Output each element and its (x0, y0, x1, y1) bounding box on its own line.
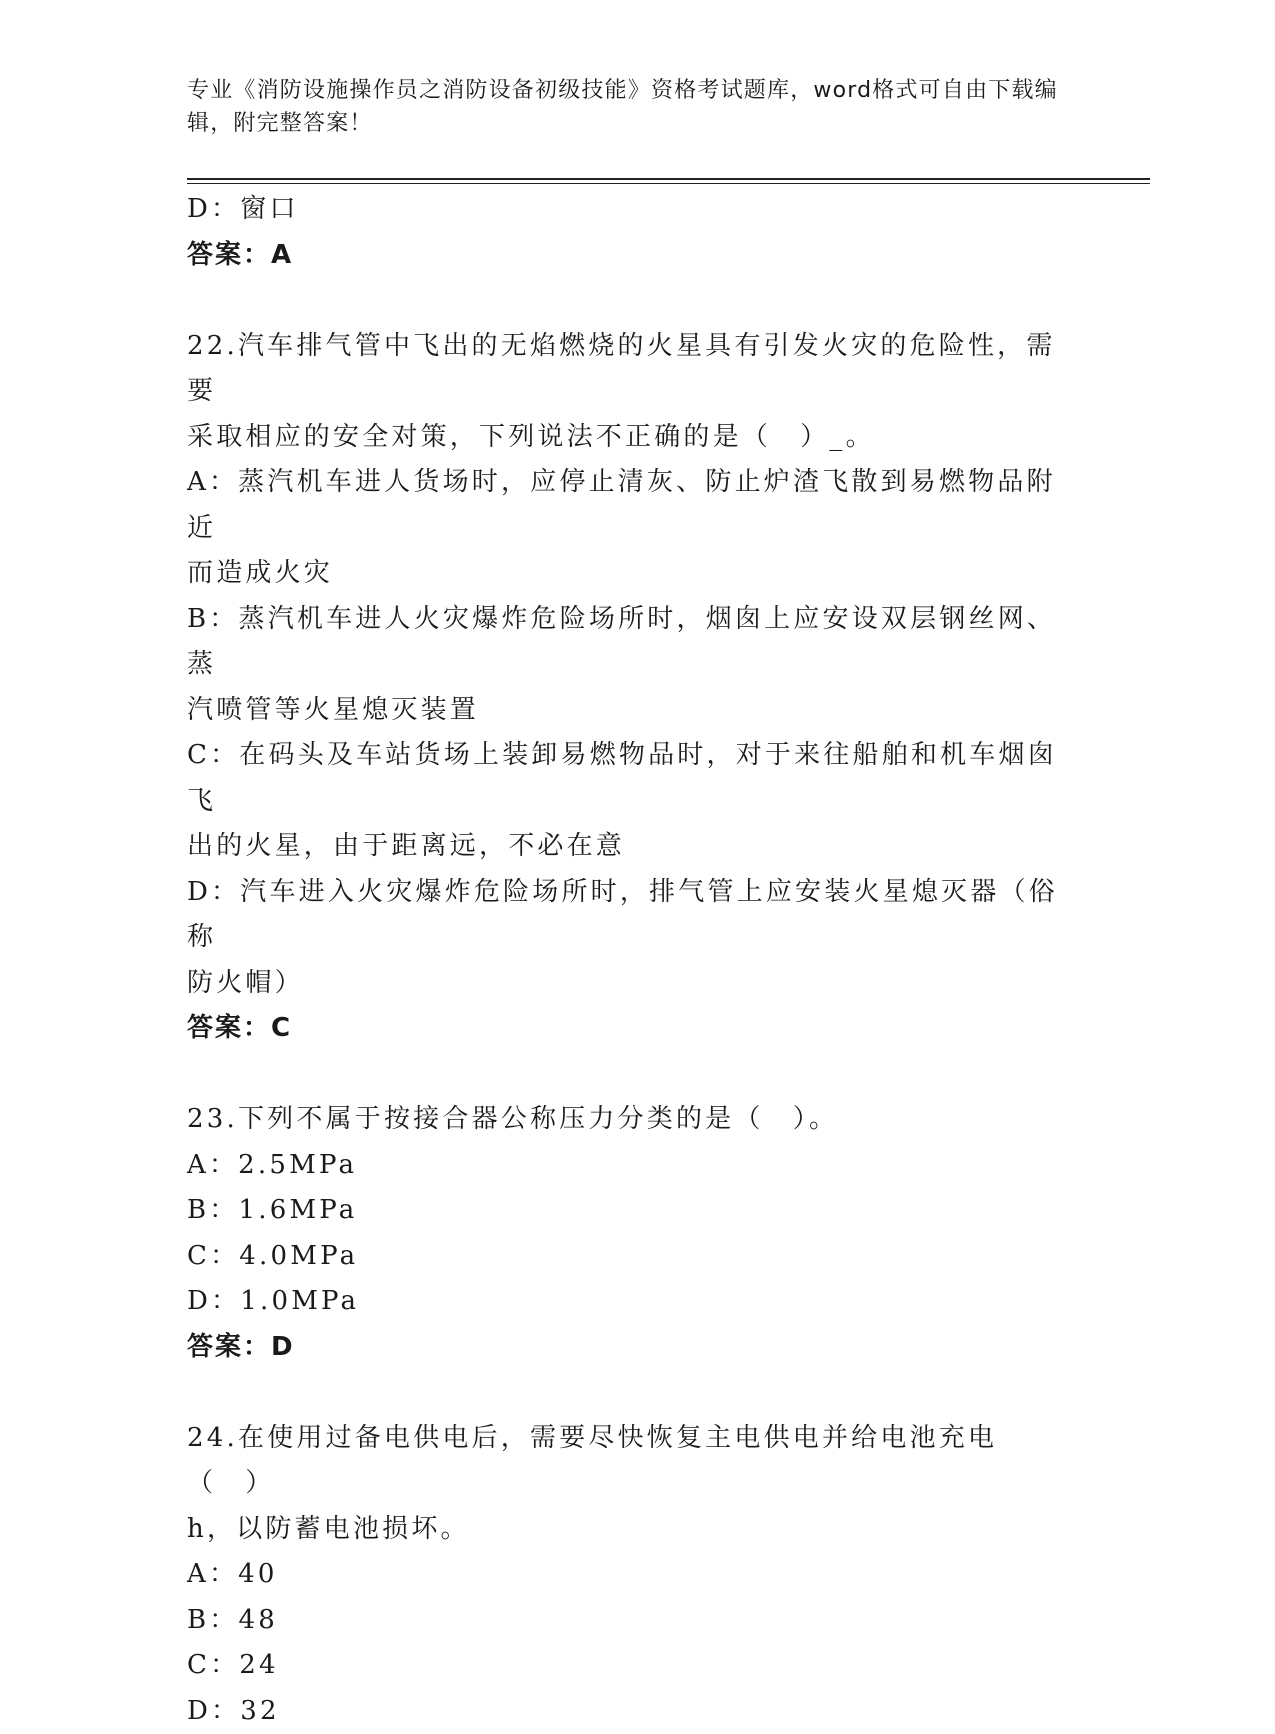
option-c: C：24 (187, 1643, 1067, 1689)
header-rule-thick (187, 178, 1150, 180)
option-a-cont: 而造成火灾 (187, 551, 1067, 597)
question-stem: 22.汽车排气管中飞出的无焰燃烧的火星具有引发火灾的危险性，需要 (187, 324, 1067, 415)
option-a: A：2.5MPa (187, 1143, 1067, 1189)
option-d-cont: 防火帽） (187, 961, 1067, 1007)
answer: 答案：A (187, 233, 1067, 279)
answer: 答案：D (187, 1325, 1067, 1371)
header-rule-thin (187, 183, 1150, 184)
option-b: B：蒸汽机车进人火灾爆炸危险场所时，烟囱上应安设双层钢丝网、蒸 (187, 597, 1067, 688)
question-stem: 24.在使用过备电供电后，需要尽快恢复主电供电并给电池充电（ ） (187, 1416, 1067, 1507)
option-b: B：1.6MPa (187, 1188, 1067, 1234)
option-c: C：4.0MPa (187, 1234, 1067, 1280)
option-b: B：48 (187, 1598, 1067, 1644)
document-body (187, 187, 1067, 1734)
option-d: D：窗口 (187, 187, 1067, 233)
spacer (187, 1370, 1067, 1416)
option-b-cont: 汽喷管等火星熄灭装置 (187, 688, 1067, 734)
spacer (187, 278, 1067, 324)
option-d: D：汽车进入火灾爆炸危险场所时，排气管上应安装火星熄灭器（俗称 (187, 870, 1067, 961)
spacer (187, 1052, 1067, 1098)
option-a: A：蒸汽机车进人货场时，应停止清灰、防止炉渣飞散到易燃物品附近 (187, 460, 1067, 551)
option-c: C：在码头及车站货场上装卸易燃物品时，对于来往船舶和机车烟囱飞 (187, 733, 1067, 824)
answer: 答案：C (187, 1006, 1067, 1052)
option-d: D：1.0MPa (187, 1279, 1067, 1325)
page-header: 专业《消防设施操作员之消防设备初级技能》资格考试题库，word格式可自由下载编辑，附完整答案！ (187, 74, 1067, 140)
option-d: D：32 (187, 1689, 1067, 1734)
question-stem: 23.下列不属于按接合器公称压力分类的是（ ）。 (187, 1097, 1067, 1143)
option-a: A：40 (187, 1552, 1067, 1598)
option-c-cont: 出的火星，由于距离远，不必在意 (187, 824, 1067, 870)
question-stem-cont: h，以防蓄电池损坏。 (187, 1507, 1067, 1553)
question-stem-cont: 采取相应的安全对策，下列说法不正确的是（ ）_。 (187, 415, 1067, 461)
